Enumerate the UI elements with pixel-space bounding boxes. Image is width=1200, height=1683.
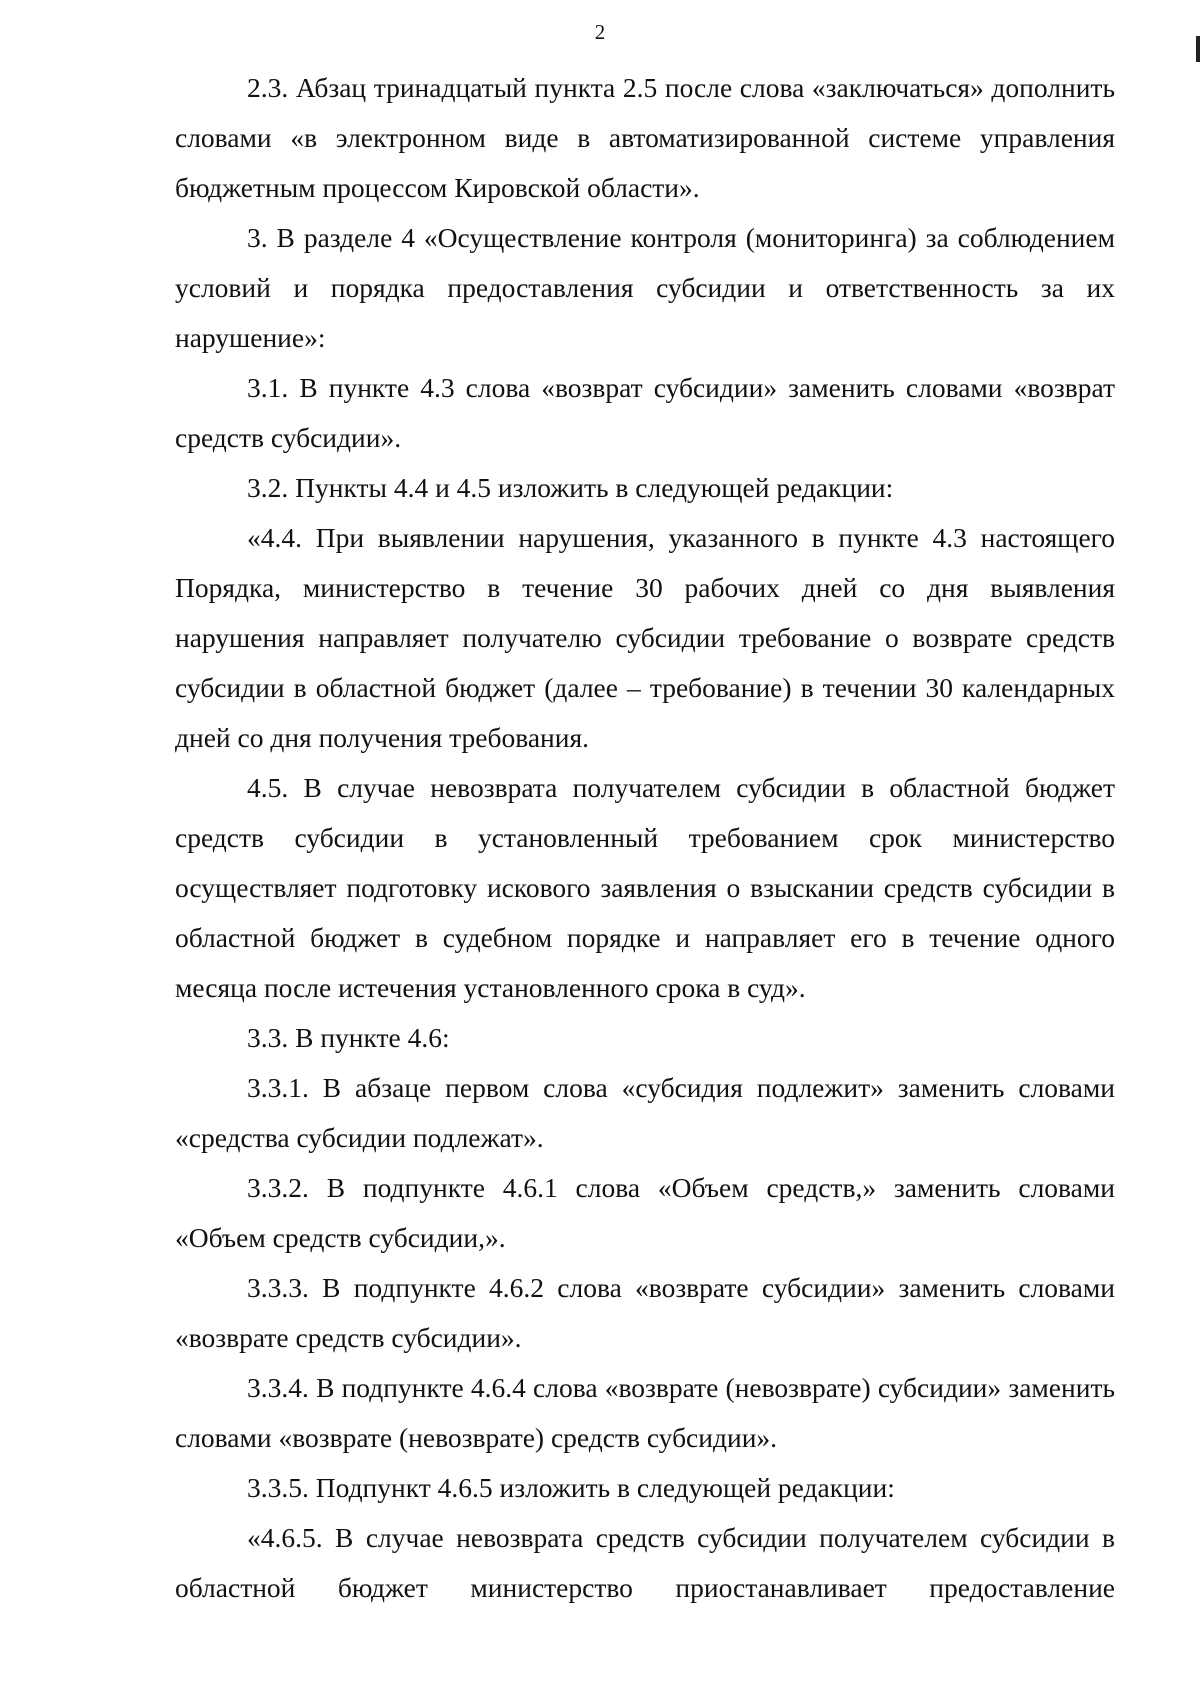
paragraph-3-3-5: 3.3.5. Подпункт 4.6.5 изложить в следующей редакции: <box>247 1472 895 1503</box>
paragraph-3-3-2: 3.3.2. В подпункте 4.6.1 слова «Объем средств,» заменить словами «Объем средств субсидии,». <box>175 1172 1115 1253</box>
page-number: 2 <box>594 20 606 44</box>
paragraph-2-3: 2.3. Абзац тринадцатый пункта 2.5 после слова «заключаться» дополнить словами «в электронном виде в автоматизированной системе управления бюджетным процессом Кировской области». <box>175 72 1115 203</box>
paragraph-3-3: 3.3. В пункте 4.6: <box>247 1022 450 1053</box>
paragraph-4-6-5: «4.6.5. В случае невозврата средств субсидии получателем субсидии в областной бюджет министерство приостанавливает предоставление <box>175 1522 1115 1603</box>
document-body <box>175 63 1115 1613</box>
scan-edge-mark <box>1196 36 1200 62</box>
paragraph-4-5: 4.5. В случае невозврата получателем субсидии в областной бюджет средств субсидии в установленный требованием срок министерство осуществляет подготовку искового заявления о взыскании средств субсидии в областной бюджет в судебном порядке и направляет его в течение одного месяца после истечения установленного срока в суд». <box>175 772 1115 1003</box>
paragraph-3: 3. В разделе 4 «Осуществление контроля (мониторинга) за соблюдением условий и порядка предоставления субсидии и ответственность за их нарушение»: <box>175 222 1115 353</box>
paragraph-3-3-3: 3.3.3. В подпункте 4.6.2 слова «возврате субсидии» заменить словами «возврате средств субсидии». <box>175 1272 1115 1353</box>
paragraph-4-4: «4.4. При выявлении нарушения, указанного в пункте 4.3 настоящего Порядка, министерство в течение 30 рабочих дней со дня выявления нарушения направляет получателю субсидии требование о возврате средств субсидии в областной бюджет (далее – требование) в течении 30 календарных дней со дня получения требования. <box>175 522 1115 753</box>
paragraph-3-3-4: 3.3.4. В подпункте 4.6.4 слова «возврате (невозврате) субсидии» заменить словами «возврате (невозврате) средств субсидии». <box>175 1372 1115 1453</box>
paragraph-3-2: 3.2. Пункты 4.4 и 4.5 изложить в следующей редакции: <box>247 472 894 503</box>
paragraph-3-1: 3.1. В пункте 4.3 слова «возврат субсидии» заменить словами «возврат средств субсидии». <box>175 372 1115 453</box>
paragraph-3-3-1: 3.3.1. В абзаце первом слова «субсидия подлежит» заменить словами «средства субсидии подлежат». <box>175 1072 1115 1153</box>
